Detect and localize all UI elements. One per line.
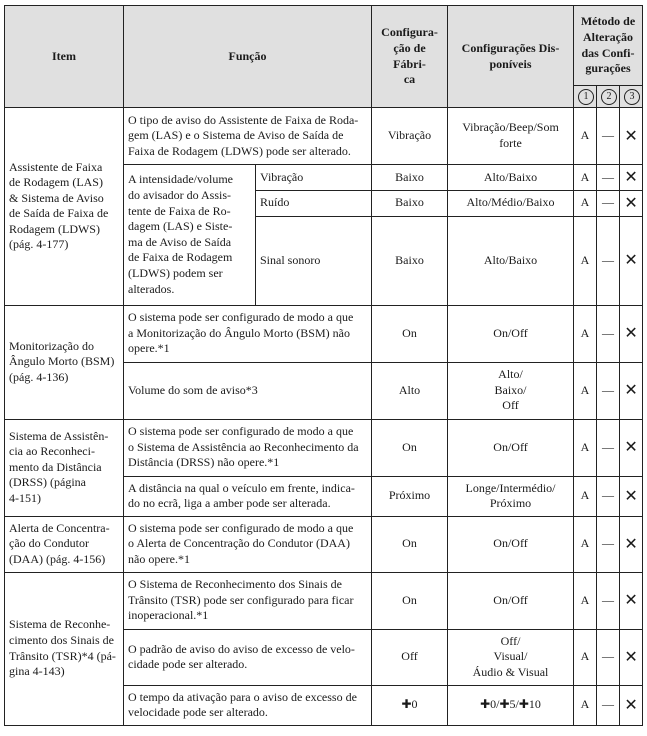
method-a-mark: A — [574, 419, 597, 476]
item-las: Assistente de Faixa de Rodagem (LAS) & Sistema de Aviso de Saída de Faixa de Rodagem (LDWS) (pág. 4-177) — [5, 108, 124, 306]
method-dash-mark: — — [597, 165, 620, 191]
available-cell: On/Off — [448, 419, 574, 476]
function-cell: A distância na qual o veículo em frente, indica- do no ecrã, liga a amber pode ser alterada. — [124, 476, 372, 516]
method-dash-mark: — — [597, 419, 620, 476]
factory-cell: Próximo — [372, 476, 448, 516]
method-a-mark: A — [574, 362, 597, 419]
method-a-mark: A — [574, 190, 597, 216]
available-cell: Alto/ Baixo/ Off — [448, 362, 574, 419]
header-item: Item — [5, 6, 124, 108]
method-dash-mark: — — [597, 190, 620, 216]
table-row — [5, 305, 643, 362]
item-daa: Alerta de Concentra- ção do Condutor (DAA) (pág. 4-156) — [5, 516, 124, 572]
available-cell: On/Off — [448, 305, 574, 362]
method-a-mark: A — [574, 685, 597, 725]
method-dash-mark: — — [597, 362, 620, 419]
sub-function-cell: Sinal sonoro — [256, 216, 372, 305]
factory-cell: On — [372, 516, 448, 572]
method-dash-mark: — — [597, 305, 620, 362]
factory-cell: Vibração — [372, 108, 448, 165]
method-a-mark: A — [574, 476, 597, 516]
available-cell: Alto/Médio/Baixo — [448, 190, 574, 216]
method-x-mark: ✕ — [620, 476, 643, 516]
circled-number-1: 1 — [578, 89, 594, 105]
method-x-mark: ✕ — [620, 305, 643, 362]
header-factory-setting: Configura- ção de Fábri- ca — [372, 6, 448, 108]
factory-cell: Baixo — [372, 216, 448, 305]
method-x-mark: ✕ — [620, 362, 643, 419]
method-a-mark: A — [574, 165, 597, 191]
factory-cell: Baixo — [372, 165, 448, 191]
factory-cell: Baixo — [372, 190, 448, 216]
available-cell: On/Off — [448, 516, 574, 572]
function-cell: A intensidade/volume do avisador do Assis- tente de Faixa de Ro- dagem (LAS) e Siste- ma de Aviso de Saída de Faixa de Rodagem (LDWS) podem ser alterados. — [124, 165, 256, 306]
factory-cell: On — [372, 305, 448, 362]
table-row — [5, 572, 643, 629]
item-drss: Sistema de Assistên- cia ao Reconheci- mento da Distância (DRSS) (página 4-151) — [5, 419, 124, 516]
method-a-mark: A — [574, 216, 597, 305]
method-x-mark: ✕ — [620, 629, 643, 685]
method-x-mark: ✕ — [620, 165, 643, 191]
function-cell: O tempo da ativação para o aviso de excesso de velocidade pode ser alterado. — [124, 685, 372, 725]
method-dash-mark: — — [597, 216, 620, 305]
header-function: Função — [124, 6, 372, 108]
item-tsr: Sistema de Reconhe- cimento dos Sinais de Trânsito (TSR)*4 (pá- gina 4-143) — [5, 572, 124, 725]
function-cell: O tipo de aviso do Assistente de Faixa de Roda- gem (LAS) e o Sistema de Aviso de Saída de Faixa de Rodagem (LDWS) pode ser alterado. — [124, 108, 372, 165]
header-change-method: Método de Alteração das Confi- gurações — [574, 6, 643, 86]
header-method-2 — [597, 86, 620, 108]
method-x-mark: ✕ — [620, 572, 643, 629]
table-row — [5, 108, 643, 165]
function-cell: O sistema pode ser configurado de modo a que o Alerta de Concentração do Condutor (DAA) não opere.*1 — [124, 516, 372, 572]
factory-cell: Off — [372, 629, 448, 685]
factory-cell: Alto — [372, 362, 448, 419]
method-a-mark: A — [574, 305, 597, 362]
method-a-mark: A — [574, 108, 597, 165]
function-cell: O sistema pode ser configurado de modo a que a Monitorização do Ângulo Morto (BSM) não opere.*1 — [124, 305, 372, 362]
header-method-3 — [620, 86, 643, 108]
header-method-1 — [574, 86, 597, 108]
available-cell: On/Off — [448, 572, 574, 629]
available-cell: Longe/Intermédio/ Próximo — [448, 476, 574, 516]
method-x-mark: ✕ — [620, 516, 643, 572]
header-available-settings: Configurações Dis- poníveis — [448, 6, 574, 108]
available-cell: Vibração/Beep/Som forte — [448, 108, 574, 165]
method-a-mark: A — [574, 572, 597, 629]
method-a-mark: A — [574, 629, 597, 685]
settings-table — [4, 5, 643, 726]
method-dash-mark: — — [597, 685, 620, 725]
method-x-mark: ✕ — [620, 685, 643, 725]
sub-function-cell: Vibração — [256, 165, 372, 191]
table-row — [5, 516, 643, 572]
table-row — [5, 419, 643, 476]
method-dash-mark: — — [597, 108, 620, 165]
function-cell: O padrão de aviso do aviso de excesso de velo- cidade pode ser alterado. — [124, 629, 372, 685]
method-dash-mark: — — [597, 629, 620, 685]
method-dash-mark: — — [597, 476, 620, 516]
method-x-mark: ✕ — [620, 108, 643, 165]
function-cell: O Sistema de Reconhecimento dos Sinais de Trânsito (TSR) pode ser configurado para ficar inoperacional.*1 — [124, 572, 372, 629]
available-cell: ✚0/✚5/✚10 — [448, 685, 574, 725]
circled-number-2: 2 — [601, 89, 617, 105]
available-cell: Alto/Baixo — [448, 165, 574, 191]
method-x-mark: ✕ — [620, 190, 643, 216]
method-dash-mark: — — [597, 516, 620, 572]
method-dash-mark: — — [597, 572, 620, 629]
sub-function-cell: Ruído — [256, 190, 372, 216]
available-cell: Off/ Visual/ Áudio & Visual — [448, 629, 574, 685]
method-a-mark: A — [574, 516, 597, 572]
method-x-mark: ✕ — [620, 216, 643, 305]
factory-cell: ✚0 — [372, 685, 448, 725]
circled-number-3: 3 — [624, 89, 640, 105]
item-bsm: Monitorização do Ângulo Morto (BSM) (pág. 4-136) — [5, 305, 124, 419]
factory-cell: On — [372, 419, 448, 476]
available-cell: Alto/Baixo — [448, 216, 574, 305]
function-cell: O sistema pode ser configurado de modo a que o Sistema de Assistência ao Reconhecimento da Distância (DRSS) não opere.*1 — [124, 419, 372, 476]
function-cell: Volume do som de aviso*3 — [124, 362, 372, 419]
factory-cell: On — [372, 572, 448, 629]
method-x-mark: ✕ — [620, 419, 643, 476]
